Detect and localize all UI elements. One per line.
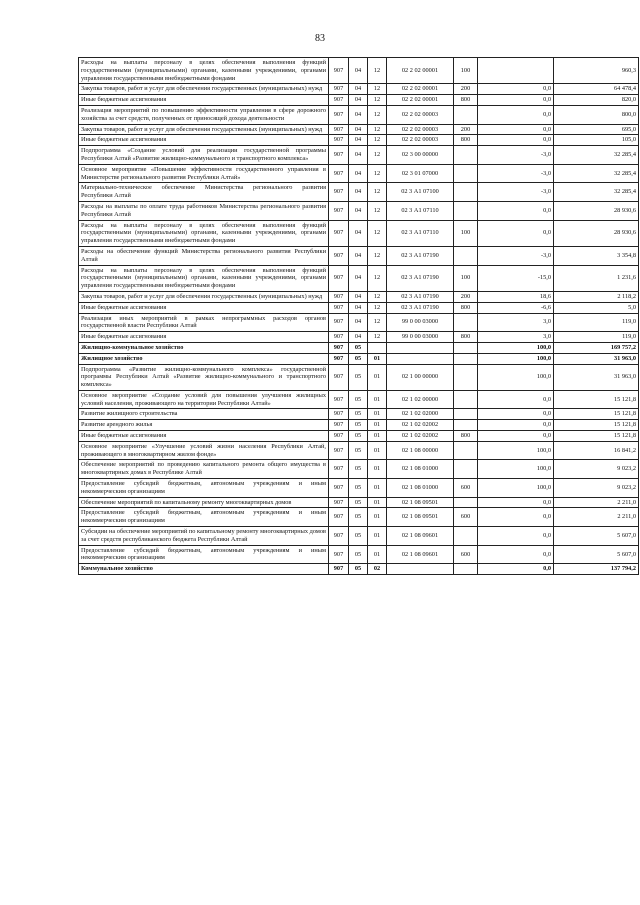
cell-target-article: 99 0 00 03000 <box>387 313 454 332</box>
cell-total: 15 121,8 <box>554 431 639 442</box>
cell-expense-type: 100 <box>454 58 478 84</box>
cell-target-article: 02 2 02 00003 <box>387 105 454 124</box>
cell-section: 04 <box>349 146 368 165</box>
cell-subsection: 01 <box>368 353 387 364</box>
cell-name: Развитие арендного жилья <box>79 420 329 431</box>
cell-subsection: 12 <box>368 246 387 265</box>
cell-target-article: 02 3 А1 07190 <box>387 246 454 265</box>
cell-ministry: 907 <box>329 441 349 460</box>
table-row <box>79 95 639 106</box>
table-row <box>79 135 639 146</box>
cell-change: 0,0 <box>478 508 554 527</box>
cell-change: 100,0 <box>478 479 554 498</box>
cell-total: 31 963,0 <box>554 353 639 364</box>
cell-target-article: 02 1 00 00000 <box>387 364 454 390</box>
table-row <box>79 220 639 246</box>
cell-name: Реализация иных мероприятий в рамках непрограммных расходов органов государственной власти Республики Алтай <box>79 313 329 332</box>
cell-name: Предоставление субсидий бюджетным, автономным учреждениям и иным некоммерческим организациям <box>79 479 329 498</box>
cell-section: 05 <box>349 364 368 390</box>
cell-subsection: 12 <box>368 58 387 84</box>
cell-section: 05 <box>349 508 368 527</box>
table-row <box>79 246 639 265</box>
cell-change: -6,6 <box>478 302 554 313</box>
cell-subsection: 01 <box>368 420 387 431</box>
cell-target-article: 02 3 А1 07190 <box>387 265 454 291</box>
cell-target-article: 02 2 02 00001 <box>387 58 454 84</box>
cell-section: 05 <box>349 479 368 498</box>
cell-total: 15 121,8 <box>554 420 639 431</box>
cell-ministry: 907 <box>329 390 349 409</box>
cell-total: 105,0 <box>554 135 639 146</box>
cell-ministry: 907 <box>329 545 349 564</box>
table-row <box>79 460 639 479</box>
cell-total: 9 023,2 <box>554 479 639 498</box>
table-row <box>79 390 639 409</box>
cell-name: Расходы на выплаты по оплате труда работников Министерства регионального развития Республики Алтай <box>79 201 329 220</box>
table-row <box>79 291 639 302</box>
cell-change: 0,0 <box>478 135 554 146</box>
cell-name: Расходы на выплаты персоналу в целях обеспечения выполнения функций государственными (муниципальными) органами, казенными учреждениями, органами управления государственными внебюджетными фондами <box>79 265 329 291</box>
cell-section: 04 <box>349 332 368 343</box>
cell-target-article: 02 3 А1 07110 <box>387 201 454 220</box>
cell-ministry: 907 <box>329 84 349 95</box>
cell-subsection <box>368 342 387 353</box>
cell-change: -3,0 <box>478 164 554 183</box>
cell-ministry: 907 <box>329 527 349 546</box>
cell-total: 695,0 <box>554 124 639 135</box>
cell-name: Иные бюджетные ассигнования <box>79 302 329 313</box>
cell-expense-type: 100 <box>454 265 478 291</box>
cell-change: 3,0 <box>478 313 554 332</box>
cell-section: 05 <box>349 564 368 575</box>
cell-total: 9 023,2 <box>554 460 639 479</box>
cell-name: Предоставление субсидий бюджетным, автономным учреждениям и иным некоммерческим организациям <box>79 545 329 564</box>
cell-section: 04 <box>349 84 368 95</box>
page-number: 83 <box>315 33 325 44</box>
cell-subsection: 01 <box>368 527 387 546</box>
table-row <box>79 420 639 431</box>
table-row <box>79 353 639 364</box>
cell-total: 32 285,4 <box>554 164 639 183</box>
cell-expense-type: 200 <box>454 84 478 95</box>
cell-change: 0,0 <box>478 527 554 546</box>
cell-change: 0,0 <box>478 390 554 409</box>
cell-section: 05 <box>349 460 368 479</box>
cell-change <box>478 58 554 84</box>
cell-ministry: 907 <box>329 246 349 265</box>
cell-section: 04 <box>349 220 368 246</box>
cell-change: 0,0 <box>478 105 554 124</box>
cell-change: 0,0 <box>478 220 554 246</box>
table-row <box>79 527 639 546</box>
cell-section: 05 <box>349 390 368 409</box>
cell-section: 04 <box>349 124 368 135</box>
cell-section: 04 <box>349 105 368 124</box>
table-row <box>79 84 639 95</box>
cell-section: 04 <box>349 95 368 106</box>
cell-change: 100,0 <box>478 460 554 479</box>
cell-total: 3 354,8 <box>554 246 639 265</box>
cell-total: 15 121,8 <box>554 409 639 420</box>
cell-change: 0,0 <box>478 545 554 564</box>
cell-target-article: 02 2 02 00003 <box>387 135 454 146</box>
cell-subsection: 12 <box>368 201 387 220</box>
cell-ministry: 907 <box>329 265 349 291</box>
cell-total: 32 285,4 <box>554 146 639 165</box>
cell-ministry: 907 <box>329 105 349 124</box>
cell-change: 100,0 <box>478 353 554 364</box>
cell-subsection: 12 <box>368 124 387 135</box>
cell-expense-type <box>454 420 478 431</box>
cell-target-article: 02 1 08 00000 <box>387 441 454 460</box>
cell-change: 0,0 <box>478 201 554 220</box>
cell-name: Расходы на выплаты персоналу в целях обеспечения выполнения функций государственными (муниципальными) органами, казенными учреждениями, органами управления государственными внебюджетными фондами <box>79 58 329 84</box>
cell-name: Расходы на выплаты персоналу в целях обеспечения выполнения функций государственными (муниципальными) органами, казенными учреждениями, органами управления государственными внебюджетными фондами <box>79 220 329 246</box>
cell-subsection: 01 <box>368 460 387 479</box>
table-row <box>79 545 639 564</box>
cell-ministry: 907 <box>329 164 349 183</box>
cell-section: 05 <box>349 497 368 508</box>
cell-total: 119,0 <box>554 313 639 332</box>
cell-name: Закупка товаров, работ и услуг для обеспечения государственных (муниципальных) нужд <box>79 84 329 95</box>
cell-expense-type: 600 <box>454 545 478 564</box>
cell-name: Расходы на обеспечение функций Министерства регионального развития Республики Алтай <box>79 246 329 265</box>
cell-section: 05 <box>349 353 368 364</box>
cell-target-article: 02 1 02 02002 <box>387 420 454 431</box>
cell-change: 0,0 <box>478 420 554 431</box>
cell-subsection: 12 <box>368 302 387 313</box>
cell-target-article: 02 3 А1 07110 <box>387 220 454 246</box>
cell-name: Иные бюджетные ассигнования <box>79 332 329 343</box>
cell-expense-type: 600 <box>454 479 478 498</box>
cell-section: 04 <box>349 164 368 183</box>
cell-subsection: 12 <box>368 291 387 302</box>
cell-target-article: 02 1 08 01000 <box>387 479 454 498</box>
cell-total: 137 794,2 <box>554 564 639 575</box>
cell-section: 05 <box>349 441 368 460</box>
cell-total: 32 285,4 <box>554 183 639 202</box>
cell-ministry: 907 <box>329 353 349 364</box>
cell-name: Иные бюджетные ассигнования <box>79 431 329 442</box>
cell-name: Основное мероприятие «Улучшение условий жизни населения Республики Алтай, проживающего в многоквартирном жилом фонде» <box>79 441 329 460</box>
cell-subsection: 12 <box>368 135 387 146</box>
cell-name: Коммунальное хозяйство <box>79 564 329 575</box>
cell-target-article: 02 3 01 07000 <box>387 164 454 183</box>
cell-expense-type: 200 <box>454 124 478 135</box>
cell-total: 16 841,2 <box>554 441 639 460</box>
cell-ministry: 907 <box>329 508 349 527</box>
cell-name: Закупка товаров, работ и услуг для обеспечения государственных (муниципальных) нужд <box>79 124 329 135</box>
cell-total: 119,0 <box>554 332 639 343</box>
cell-name: Закупка товаров, работ и услуг для обеспечения государственных (муниципальных) нужд <box>79 291 329 302</box>
cell-total: 1 231,6 <box>554 265 639 291</box>
cell-name: Иные бюджетные ассигнования <box>79 135 329 146</box>
cell-target-article: 02 1 08 09501 <box>387 497 454 508</box>
table-row <box>79 58 639 84</box>
cell-name: Предоставление субсидий бюджетным, автономным учреждениям и иным некоммерческим организациям <box>79 508 329 527</box>
cell-target-article: 02 1 08 09501 <box>387 508 454 527</box>
cell-expense-type: 800 <box>454 135 478 146</box>
cell-ministry: 907 <box>329 409 349 420</box>
table-row <box>79 332 639 343</box>
cell-expense-type <box>454 390 478 409</box>
cell-section: 05 <box>349 342 368 353</box>
table-row <box>79 124 639 135</box>
table-row <box>79 441 639 460</box>
cell-ministry: 907 <box>329 302 349 313</box>
table-row <box>79 265 639 291</box>
table-row <box>79 409 639 420</box>
budget-table <box>78 57 639 575</box>
cell-subsection: 12 <box>368 313 387 332</box>
cell-section: 05 <box>349 545 368 564</box>
table-row <box>79 564 639 575</box>
cell-ministry: 907 <box>329 291 349 302</box>
cell-total: 960,3 <box>554 58 639 84</box>
cell-subsection: 12 <box>368 146 387 165</box>
cell-change: 0,0 <box>478 409 554 420</box>
cell-subsection: 12 <box>368 220 387 246</box>
cell-expense-type: 800 <box>454 332 478 343</box>
cell-expense-type <box>454 497 478 508</box>
cell-subsection: 12 <box>368 183 387 202</box>
cell-ministry: 907 <box>329 135 349 146</box>
cell-expense-type: 800 <box>454 95 478 106</box>
cell-subsection: 01 <box>368 545 387 564</box>
cell-expense-type <box>454 105 478 124</box>
cell-expense-type <box>454 564 478 575</box>
cell-total: 5,0 <box>554 302 639 313</box>
cell-expense-type <box>454 342 478 353</box>
cell-subsection: 01 <box>368 508 387 527</box>
cell-name: Обеспечение мероприятий по капитальному ремонту многоквартирных домов <box>79 497 329 508</box>
cell-name: Жилищное хозяйство <box>79 353 329 364</box>
cell-ministry: 907 <box>329 497 349 508</box>
cell-expense-type <box>454 527 478 546</box>
table-row <box>79 364 639 390</box>
cell-total: 15 121,8 <box>554 390 639 409</box>
cell-section: 04 <box>349 135 368 146</box>
cell-target-article: 02 1 08 09601 <box>387 545 454 564</box>
cell-section: 05 <box>349 527 368 546</box>
cell-ministry: 907 <box>329 564 349 575</box>
cell-name: Развитие жилищного строительства <box>79 409 329 420</box>
cell-expense-type <box>454 183 478 202</box>
cell-target-article: 02 1 02 02002 <box>387 431 454 442</box>
table-row <box>79 105 639 124</box>
cell-total: 820,0 <box>554 95 639 106</box>
cell-name: Иные бюджетные ассигнования <box>79 95 329 106</box>
cell-name: Реализация мероприятий по повышению эффективности управления в сфере дорожного хозяйства за счет средств, полученных от приносящей дохода деятельности <box>79 105 329 124</box>
cell-ministry: 907 <box>329 146 349 165</box>
cell-section: 04 <box>349 291 368 302</box>
table-body <box>79 58 639 575</box>
table-row <box>79 497 639 508</box>
cell-total: 28 930,6 <box>554 201 639 220</box>
cell-subsection: 12 <box>368 164 387 183</box>
cell-expense-type: 200 <box>454 291 478 302</box>
cell-section: 05 <box>349 431 368 442</box>
cell-target-article: 02 2 02 00001 <box>387 84 454 95</box>
cell-ministry: 907 <box>329 420 349 431</box>
cell-target-article: 02 1 02 02000 <box>387 409 454 420</box>
cell-change: -3,0 <box>478 183 554 202</box>
cell-subsection: 01 <box>368 441 387 460</box>
cell-name: Подпрограмма «Развитие жилищно-коммунального комплекса» государственной программы Республики Алтай «Развитие жилищно-коммунального и транспортного комплекса» <box>79 364 329 390</box>
cell-total: 800,0 <box>554 105 639 124</box>
cell-ministry: 907 <box>329 313 349 332</box>
table-row <box>79 508 639 527</box>
cell-name: Материально-техническое обеспечение Министерства регионального развития Республики Алтай <box>79 183 329 202</box>
table-row <box>79 302 639 313</box>
cell-expense-type <box>454 353 478 364</box>
table-row <box>79 183 639 202</box>
cell-name: Основное мероприятие «Повышение эффективности государственного управления в Министерстве регионального развития Республики Алтай» <box>79 164 329 183</box>
cell-target-article: 02 1 08 01000 <box>387 460 454 479</box>
cell-target-article: 02 2 02 00001 <box>387 95 454 106</box>
cell-section: 04 <box>349 246 368 265</box>
cell-section: 04 <box>349 302 368 313</box>
table-row <box>79 479 639 498</box>
cell-target-article: 02 1 02 00000 <box>387 390 454 409</box>
cell-ministry: 907 <box>329 124 349 135</box>
cell-target-article: 02 3 00 00000 <box>387 146 454 165</box>
cell-change: 0,0 <box>478 95 554 106</box>
cell-name: Субсидии на обеспечение мероприятий по капитальному ремонту многоквартирных домов за счет средств республиканского бюджета Республики Алтай <box>79 527 329 546</box>
table-row <box>79 342 639 353</box>
cell-target-article: 02 2 02 00003 <box>387 124 454 135</box>
cell-change: 18,6 <box>478 291 554 302</box>
cell-expense-type <box>454 313 478 332</box>
cell-name: Обеспечение мероприятий по проведению капитального ремонта общего имущества в многоквартирных домах в Республике Алтай <box>79 460 329 479</box>
cell-ministry: 907 <box>329 431 349 442</box>
cell-subsection: 02 <box>368 564 387 575</box>
cell-expense-type <box>454 146 478 165</box>
table-row <box>79 146 639 165</box>
cell-total: 169 757,2 <box>554 342 639 353</box>
cell-subsection: 01 <box>368 431 387 442</box>
cell-ministry: 907 <box>329 460 349 479</box>
cell-section: 05 <box>349 420 368 431</box>
cell-total: 2 118,2 <box>554 291 639 302</box>
cell-total: 28 930,6 <box>554 220 639 246</box>
cell-change: 100,0 <box>478 342 554 353</box>
cell-expense-type <box>454 246 478 265</box>
cell-change: -3,0 <box>478 246 554 265</box>
cell-name: Основное мероприятие «Создание условий для повышения улучшения жилищных условий населения, проживающего на территории Республики Алтай» <box>79 390 329 409</box>
cell-change: 0,0 <box>478 84 554 95</box>
cell-section: 04 <box>349 58 368 84</box>
cell-expense-type: 600 <box>454 508 478 527</box>
cell-section: 04 <box>349 183 368 202</box>
cell-subsection: 12 <box>368 265 387 291</box>
cell-subsection: 01 <box>368 497 387 508</box>
cell-section: 05 <box>349 409 368 420</box>
cell-total: 2 211,0 <box>554 497 639 508</box>
cell-ministry: 907 <box>329 201 349 220</box>
table-row <box>79 431 639 442</box>
cell-target-article: 02 1 08 09601 <box>387 527 454 546</box>
cell-expense-type <box>454 441 478 460</box>
cell-expense-type <box>454 364 478 390</box>
cell-change: 100,0 <box>478 441 554 460</box>
cell-name: Жилищно-коммунальное хозяйство <box>79 342 329 353</box>
cell-target-article: 02 3 А1 07190 <box>387 291 454 302</box>
table-row <box>79 164 639 183</box>
cell-name: Подпрограмма «Создание условий для реализации государственной программы Республики Алтай «Развитие жилищно-коммунального и транспортного комплекса» <box>79 146 329 165</box>
cell-expense-type: 800 <box>454 302 478 313</box>
cell-change: -3,0 <box>478 146 554 165</box>
cell-subsection: 01 <box>368 364 387 390</box>
cell-section: 04 <box>349 313 368 332</box>
cell-section: 04 <box>349 265 368 291</box>
cell-total: 5 607,0 <box>554 527 639 546</box>
cell-change: 0,0 <box>478 431 554 442</box>
cell-ministry: 907 <box>329 58 349 84</box>
cell-ministry: 907 <box>329 364 349 390</box>
cell-subsection: 12 <box>368 95 387 106</box>
cell-target-article: 02 3 А1 07190 <box>387 302 454 313</box>
cell-total: 31 963,0 <box>554 364 639 390</box>
cell-ministry: 907 <box>329 479 349 498</box>
cell-change: 100,0 <box>478 364 554 390</box>
cell-change: -15,0 <box>478 265 554 291</box>
cell-section: 04 <box>349 201 368 220</box>
cell-ministry: 907 <box>329 342 349 353</box>
cell-subsection: 12 <box>368 84 387 95</box>
cell-target-article <box>387 564 454 575</box>
cell-subsection: 01 <box>368 390 387 409</box>
cell-change: 0,0 <box>478 124 554 135</box>
cell-subsection: 01 <box>368 479 387 498</box>
cell-target-article: 99 0 00 03000 <box>387 332 454 343</box>
cell-total: 64 478,4 <box>554 84 639 95</box>
cell-expense-type <box>454 164 478 183</box>
cell-ministry: 907 <box>329 220 349 246</box>
cell-ministry: 907 <box>329 183 349 202</box>
cell-expense-type <box>454 201 478 220</box>
cell-expense-type <box>454 460 478 479</box>
cell-ministry: 907 <box>329 332 349 343</box>
cell-target-article: 02 3 А1 07100 <box>387 183 454 202</box>
cell-subsection: 01 <box>368 409 387 420</box>
table-row <box>79 313 639 332</box>
cell-change: 0,0 <box>478 564 554 575</box>
cell-ministry: 907 <box>329 95 349 106</box>
cell-expense-type: 100 <box>454 220 478 246</box>
cell-total: 2 211,0 <box>554 508 639 527</box>
cell-change: 3,0 <box>478 332 554 343</box>
cell-subsection: 12 <box>368 332 387 343</box>
cell-expense-type <box>454 409 478 420</box>
cell-change: 0,0 <box>478 497 554 508</box>
cell-expense-type: 800 <box>454 431 478 442</box>
cell-total: 5 607,0 <box>554 545 639 564</box>
table-row <box>79 201 639 220</box>
cell-subsection: 12 <box>368 105 387 124</box>
cell-target-article <box>387 342 454 353</box>
cell-target-article <box>387 353 454 364</box>
